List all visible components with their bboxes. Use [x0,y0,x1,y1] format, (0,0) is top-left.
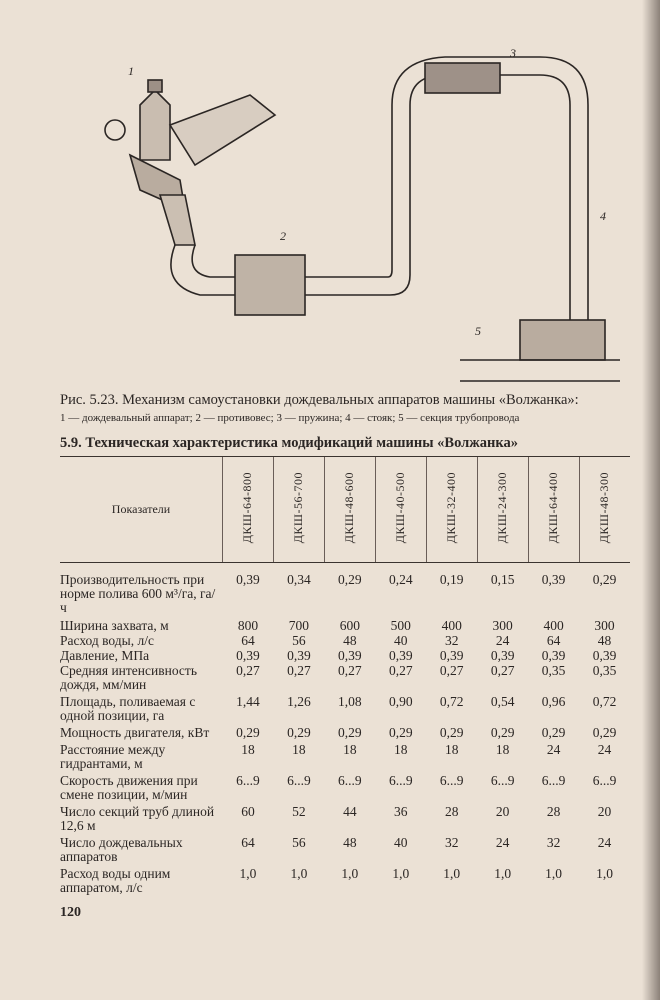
cell-value: 32 [444,633,459,648]
cell-value: 0,39 [541,648,566,663]
cell-value: 0,24 [388,572,413,587]
cell-value: 500 [390,618,411,633]
row-label: Мощность двигателя, кВт [60,725,210,740]
cell-value: 32 [444,835,459,850]
lower-elbow-pipe [171,57,588,325]
sprinkler-mechanism-figure [100,45,620,385]
cell-value: 60 [241,804,255,819]
cell-value: 0,39 [236,572,260,587]
table-row [60,864,630,895]
cell-value: 1,44 [236,694,260,709]
cell-value: 0,29 [439,725,464,740]
cell-value: 18 [444,742,459,757]
cell-value: 700 [288,618,310,633]
page-edge-shadow [642,0,660,1000]
column-header: ДКШ-24-300 [495,471,510,544]
table-row [60,723,630,740]
callout-4: 4 [600,209,606,223]
table-row [60,663,630,692]
cell-value: 0,96 [541,694,566,709]
cell-value: 0,39 [592,648,617,663]
row-label: Расстояние между гидрантами, м [60,742,166,771]
cell-value: 0,39 [236,648,260,663]
cell-value: 0,19 [439,572,464,587]
cell-value: 44 [343,804,357,819]
column-header: ДКШ-32-400 [444,471,459,544]
cell-value: 1,0 [494,866,512,881]
cell-value: 48 [343,633,357,648]
cell-value: 64 [546,633,561,648]
row-label: Производительность при норме полива 600 м³/га, га/ч [60,572,216,615]
cell-value: 0,72 [439,694,464,709]
cell-value: 300 [594,618,615,633]
callout-2: 2 [280,229,286,243]
sprinkler-apparatus [105,80,275,245]
cell-value: 0,72 [592,694,617,709]
cell-value: 1,0 [341,866,359,881]
cell-value: 1,0 [596,866,613,881]
cell-value: 0,29 [287,725,311,740]
table-row [60,648,630,663]
row-label: Давление, МПа [60,648,150,663]
cell-value: 6...9 [490,773,515,788]
cell-value: 0,29 [490,725,515,740]
cell-value: 6...9 [388,773,413,788]
cell-value: 56 [292,835,306,850]
cell-value: 52 [292,804,306,819]
cell-value: 0,35 [592,663,617,678]
cell-value: 28 [546,804,561,819]
cell-value: 0,15 [490,572,515,587]
cell-value: 0,39 [541,572,566,587]
row-label: Число дождевальных аппаратов [60,835,183,864]
cell-value: 40 [394,633,408,648]
cell-value: 0,35 [541,663,566,678]
cell-value: 0,54 [490,694,515,709]
cell-value: 6...9 [592,773,617,788]
cell-value: 1,0 [443,866,461,881]
cell-value: 28 [444,804,459,819]
cell-value: 0,27 [236,663,260,678]
column-header: ДКШ-48-300 [597,471,612,544]
cell-value: 40 [394,835,408,850]
cell-value: 1,0 [545,866,563,881]
header-indicators: Показатели [60,457,223,563]
cell-value: 400 [441,618,462,633]
cell-value: 6...9 [287,773,311,788]
cell-value: 0,27 [490,663,515,678]
table-row [60,771,630,802]
row-label: Расход воды, л/с [60,633,154,648]
pipeline-section [520,320,605,360]
row-label: Площадь, поливаемая с одной позиции, га [60,694,196,723]
row-label: Число секций труб длиной 12,6 м [60,804,215,833]
cell-value: 600 [339,618,360,633]
cell-value: 0,29 [592,725,617,740]
cell-value: 24 [495,633,510,648]
table-title: 5.9. Техническая характеристика модификаций машины «Волжанка» [60,435,519,451]
cell-value: 400 [543,618,564,633]
callout-5: 5 [475,324,481,338]
cell-value: 6...9 [338,773,362,788]
cell-value: 18 [292,742,306,757]
cell-value: 1,26 [287,694,311,709]
cell-value: 0,39 [388,648,413,663]
cell-value: 6...9 [236,773,260,788]
row-label: Средняя интенсивность дождя, мм/мин [60,663,197,692]
cell-value: 1,0 [239,866,257,881]
callout-3: 3 [510,46,516,60]
cell-value: 1,0 [290,866,308,881]
cell-value: 0,39 [287,648,311,663]
cell-value: 0,39 [490,648,515,663]
cell-value: 0,27 [338,663,362,678]
cell-value: 20 [597,804,612,819]
cell-value: 56 [292,633,306,648]
cell-value: 0,39 [338,648,362,663]
table-header-row [60,457,630,563]
cell-value: 300 [492,618,513,633]
cell-value: 1,08 [338,694,362,709]
text-flow [60,392,630,921]
cell-value: 48 [597,633,612,648]
row-label: Расход воды одним аппаратом, л/с [60,866,171,895]
row-label: Скорость движения при смене позиции, м/мин [60,773,198,802]
table-row [60,833,630,864]
column-header: ДКШ-40-500 [393,471,408,544]
table-row [60,802,630,833]
cell-value: 18 [495,742,510,757]
column-header: ДКШ-48-600 [342,471,357,544]
cell-value: 32 [546,835,561,850]
cell-value: 0,34 [287,572,311,587]
cell-value: 48 [343,835,357,850]
spring [425,63,500,93]
row-label: Ширина захвата, м [60,618,169,633]
cell-value: 0,90 [388,694,413,709]
cell-value: 24 [597,742,612,757]
cell-value: 64 [241,633,255,648]
figure-legend: 1 — дождевальный аппарат; 2 — противовес; 3 — пружина; 4 — стояк; 5 — секция трубопровода [60,412,520,424]
cell-value: 0,27 [439,663,464,678]
table-row [60,563,630,616]
cell-value: 1,0 [392,866,410,881]
cell-value: 36 [394,804,408,819]
counterweight [235,255,305,315]
page-number: 120 [60,905,81,920]
cell-value: 0,29 [541,725,566,740]
cell-value: 0,39 [439,648,464,663]
cell-value: 0,29 [236,725,260,740]
callout-1: 1 [128,64,134,78]
cell-value: 0,29 [338,572,362,587]
specs-table [60,456,630,895]
cell-value: 0,29 [592,572,617,587]
cell-value: 18 [241,742,255,757]
cell-value: 18 [343,742,357,757]
figure-caption: Рис. 5.23. Механизм самоустановки дождевальных аппаратов машины «Волжанка»: [60,392,579,408]
cell-value: 0,27 [388,663,413,678]
cell-value: 24 [597,835,612,850]
cell-value: 0,29 [338,725,362,740]
column-header: ДКШ-64-800 [240,471,255,544]
table-row [60,615,630,633]
cell-value: 24 [546,742,561,757]
column-header: ДКШ-64-400 [546,471,561,544]
cell-value: 6...9 [541,773,566,788]
table-row [60,740,630,771]
table-row [60,692,630,723]
cell-value: 0,27 [287,663,311,678]
cell-value: 64 [241,835,255,850]
cell-value: 800 [237,618,259,633]
cell-value: 20 [495,804,510,819]
cell-value: 18 [394,742,408,757]
table-row [60,633,630,648]
cell-value: 6...9 [439,773,464,788]
column-header: ДКШ-56-700 [291,471,306,544]
cell-value: 24 [495,835,510,850]
cell-value: 0,29 [388,725,413,740]
